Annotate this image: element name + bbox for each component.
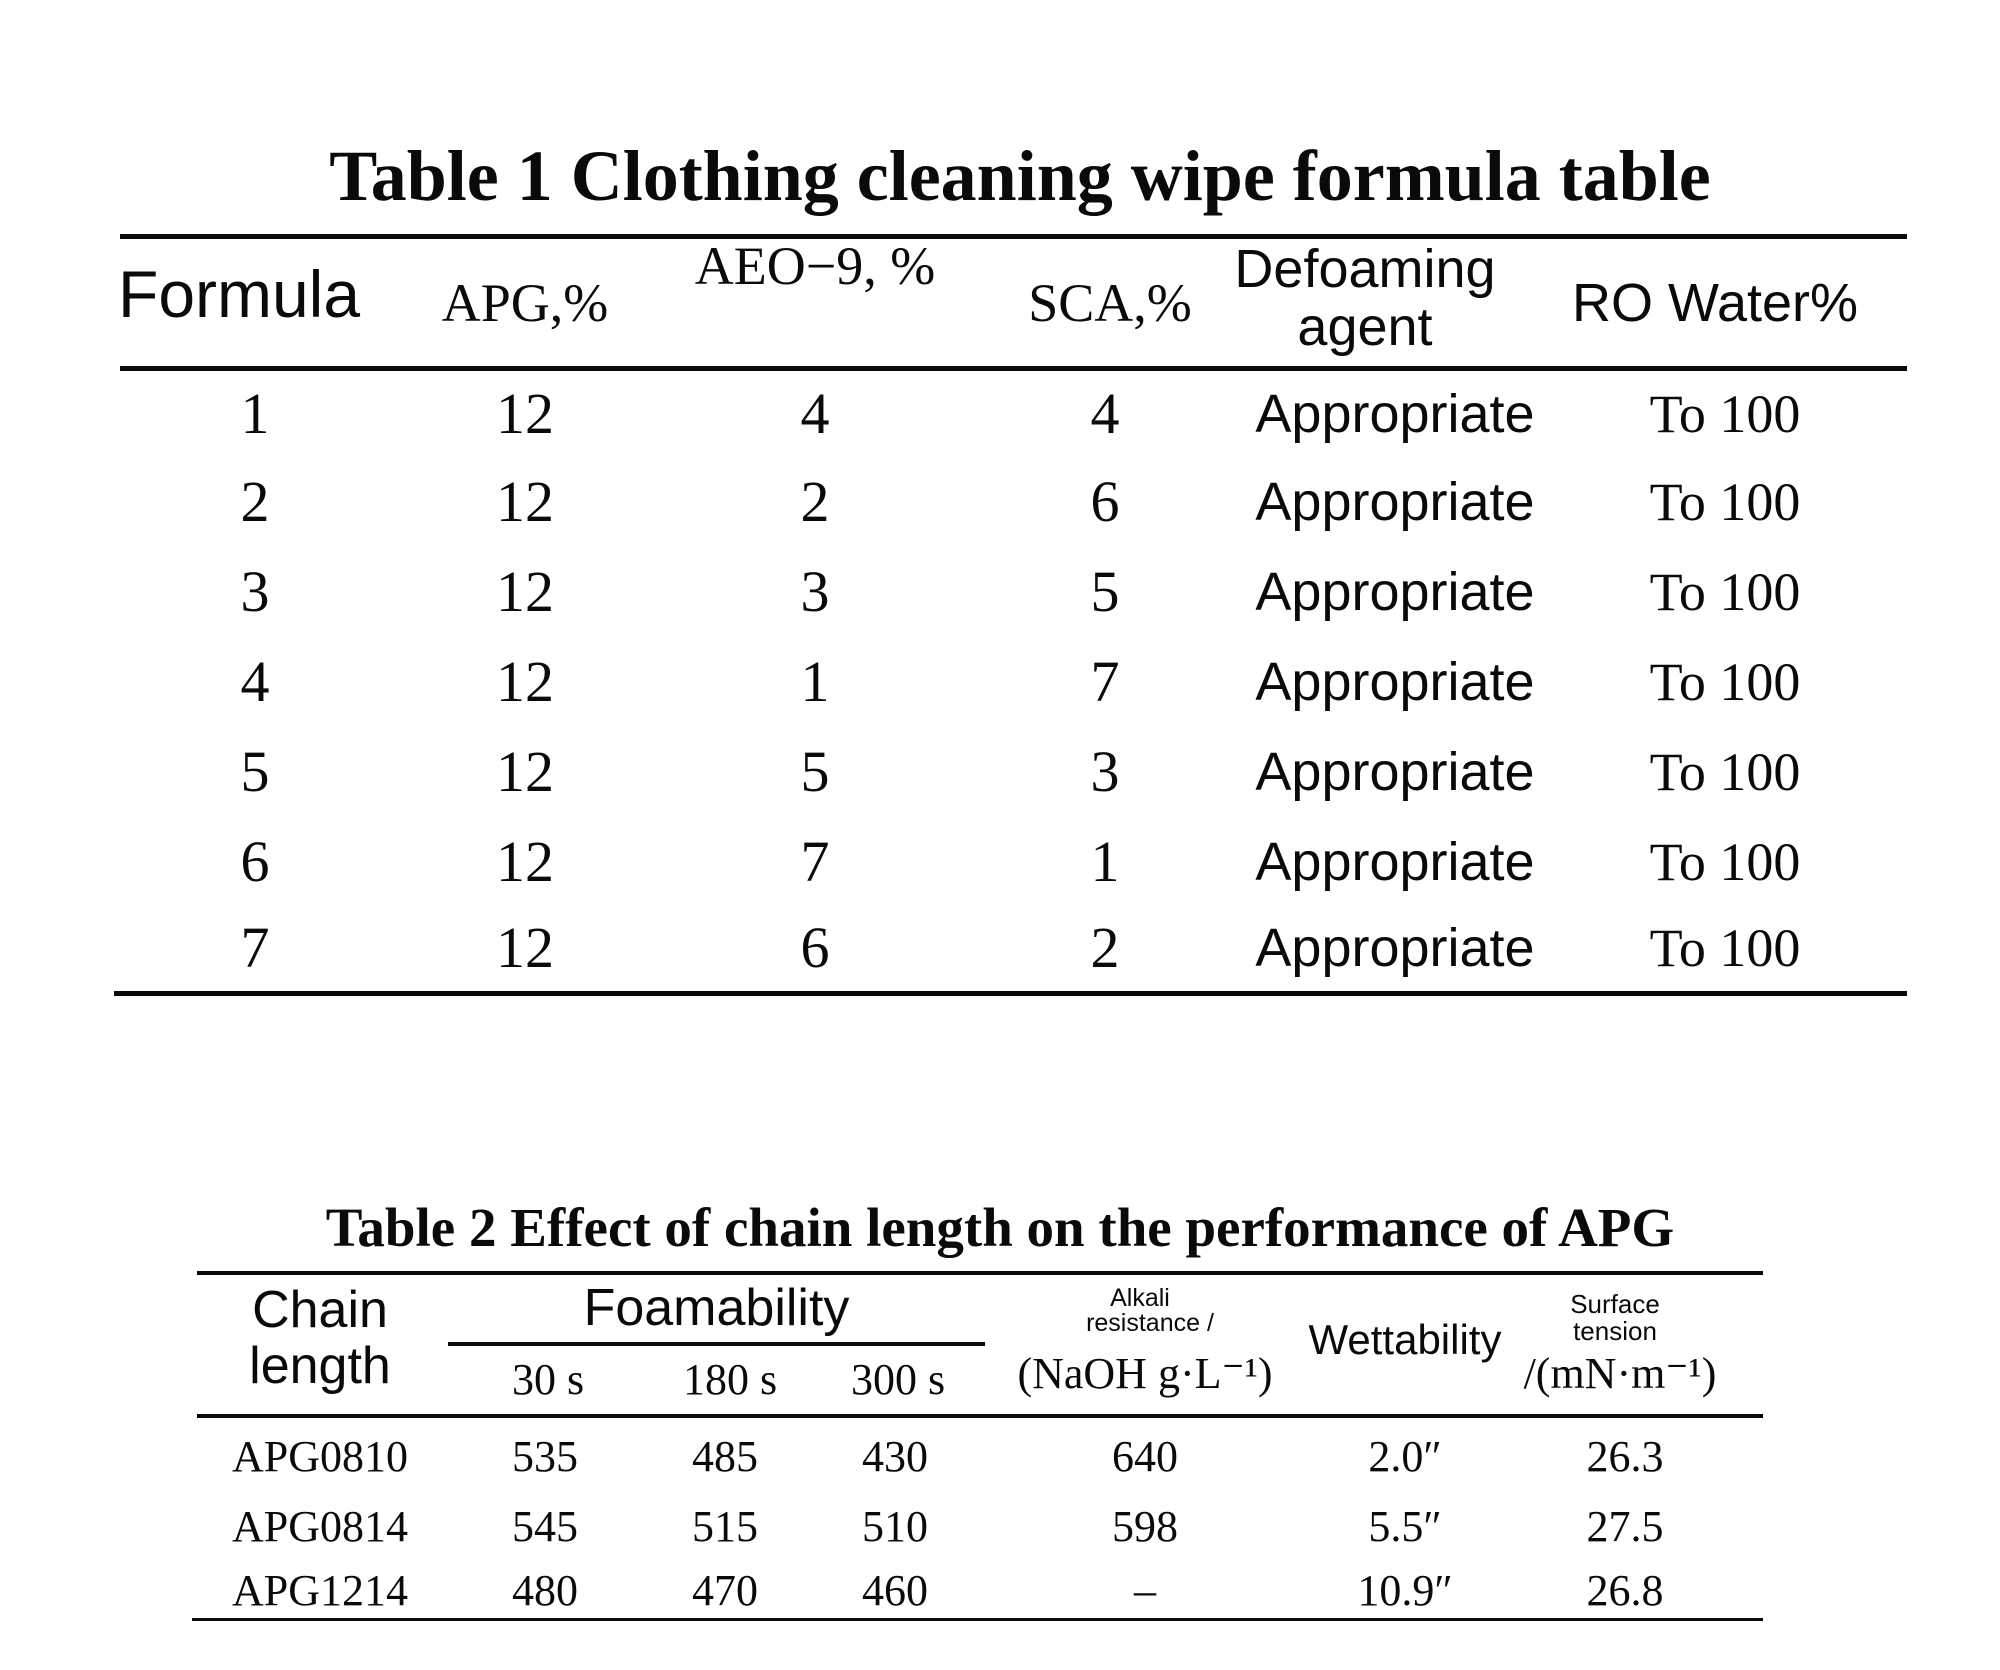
ro-water-cell: To 100 (1649, 832, 1801, 892)
table-row (0, 462, 2000, 542)
table2-header-rule (197, 1414, 1763, 1418)
table-row (0, 822, 2000, 902)
table2-top-rule (197, 1271, 1763, 1275)
table2-header-180s: 180 s (682, 1355, 778, 1404)
defoaming-cell: Appropriate (1255, 832, 1535, 892)
sca-cell: 4 (1090, 381, 1120, 446)
table1-title: Table 1 Clothing cleaning wipe formula table (329, 136, 1711, 216)
sca-cell: 6 (1090, 469, 1120, 534)
table-row (0, 1424, 2000, 1490)
ro-water-cell: To 100 (1649, 384, 1801, 444)
foam-180s-cell: 485 (692, 1432, 758, 1481)
table1-header-formula: Formula (118, 257, 361, 331)
table1-header-defoaming: Defoaming agent (1234, 239, 1496, 357)
aeo-cell: 5 (800, 739, 830, 804)
apg-cell: 12 (496, 469, 554, 534)
table1-header-ro-water: RO Water% (1571, 273, 1859, 333)
table1-header-sca: SCA,% (1028, 273, 1192, 333)
apg-cell: 12 (496, 649, 554, 714)
table1-header-rule (120, 366, 1907, 371)
ro-water-cell: To 100 (1649, 472, 1801, 532)
formula-cell: 6 (240, 829, 270, 894)
chain-length-cell: APG0810 (231, 1432, 409, 1481)
table-row (0, 642, 2000, 722)
table-row (0, 732, 2000, 812)
table-row (0, 1494, 2000, 1560)
table2-foamability-rule (448, 1342, 985, 1346)
apg-cell: 12 (496, 739, 554, 804)
alkali-resistance-cell: – (1134, 1566, 1156, 1615)
formula-cell: 3 (240, 559, 270, 624)
sca-cell: 2 (1090, 915, 1120, 980)
table2-header-alkali-unit: (NaOH g·L⁻¹) (1017, 1349, 1273, 1398)
foam-300s-cell: 430 (862, 1432, 928, 1481)
table-row (0, 1558, 2000, 1624)
surface-tension-cell: 26.3 (1586, 1432, 1664, 1481)
chain-length-cell: APG0814 (231, 1502, 409, 1551)
table2-header-surface-line2: tension (1573, 1316, 1657, 1346)
table1-header-apg: APG,% (441, 273, 609, 333)
table1-header-aeo: AEO−9, % (694, 236, 936, 296)
table1-bottom-rule (114, 991, 1907, 996)
surface-tension-cell: 26.8 (1586, 1566, 1664, 1615)
table2-title: Table 2 Effect of chain length on the performance of APG (325, 1197, 1675, 1258)
formula-cell: 2 (240, 469, 270, 534)
wettability-cell: 10.9″ (1357, 1566, 1453, 1615)
apg-cell: 12 (496, 559, 554, 624)
sca-cell: 5 (1090, 559, 1120, 624)
defoaming-cell: Appropriate (1255, 384, 1535, 444)
ro-water-cell: To 100 (1649, 918, 1801, 978)
foam-180s-cell: 470 (692, 1566, 758, 1615)
ro-water-cell: To 100 (1649, 742, 1801, 802)
aeo-cell: 1 (800, 649, 830, 714)
formula-cell: 7 (240, 915, 270, 980)
aeo-cell: 3 (800, 559, 830, 624)
apg-cell: 12 (496, 829, 554, 894)
table2-header-30s: 30 s (511, 1355, 585, 1404)
sca-cell: 1 (1090, 829, 1120, 894)
table2-header-foamability: Foamability (583, 1279, 850, 1337)
ro-water-cell: To 100 (1649, 652, 1801, 712)
table-row (0, 374, 2000, 454)
foam-30s-cell: 480 (512, 1566, 578, 1615)
table2-header-alkali-line2: resistance / (1086, 1309, 1214, 1337)
chain-length-cell: APG1214 (231, 1566, 409, 1615)
table-row (0, 552, 2000, 632)
table1-top-rule (120, 234, 1907, 239)
table2-header-chain-length: Chain length (249, 1281, 391, 1395)
aeo-cell: 2 (800, 469, 830, 534)
alkali-resistance-cell: 598 (1112, 1502, 1178, 1551)
defoaming-cell: Appropriate (1255, 918, 1535, 978)
apg-cell: 12 (496, 381, 554, 446)
foam-30s-cell: 535 (512, 1432, 578, 1481)
foam-180s-cell: 515 (692, 1502, 758, 1551)
apg-cell: 12 (496, 915, 554, 980)
foam-300s-cell: 510 (862, 1502, 928, 1551)
defoaming-cell: Appropriate (1255, 562, 1535, 622)
defoaming-cell: Appropriate (1255, 742, 1535, 802)
aeo-cell: 4 (800, 381, 830, 446)
table2-header-surface-unit: /(mN·m⁻¹) (1523, 1349, 1717, 1398)
aeo-cell: 6 (800, 915, 830, 980)
wettability-cell: 5.5″ (1368, 1502, 1442, 1551)
formula-cell: 4 (240, 649, 270, 714)
surface-tension-cell: 27.5 (1586, 1502, 1664, 1551)
foam-30s-cell: 545 (512, 1502, 578, 1551)
table-row (0, 908, 2000, 988)
table2-header-alkali-line1: Alkali (1110, 1284, 1170, 1312)
defoaming-cell: Appropriate (1255, 472, 1535, 532)
foam-300s-cell: 460 (862, 1566, 928, 1615)
aeo-cell: 7 (800, 829, 830, 894)
formula-cell: 1 (240, 381, 270, 446)
table2-bottom-rule (192, 1618, 1763, 1621)
sca-cell: 7 (1090, 649, 1120, 714)
ro-water-cell: To 100 (1649, 562, 1801, 622)
wettability-cell: 2.0″ (1368, 1432, 1442, 1481)
sca-cell: 3 (1090, 739, 1120, 804)
table2-header-surface-line1: Surface (1570, 1289, 1660, 1319)
defoaming-cell: Appropriate (1255, 652, 1535, 712)
table2-header-300s: 300 s (850, 1355, 946, 1404)
table2-header-wettability: Wettability (1308, 1316, 1502, 1363)
alkali-resistance-cell: 640 (1112, 1432, 1178, 1481)
formula-cell: 5 (240, 739, 270, 804)
